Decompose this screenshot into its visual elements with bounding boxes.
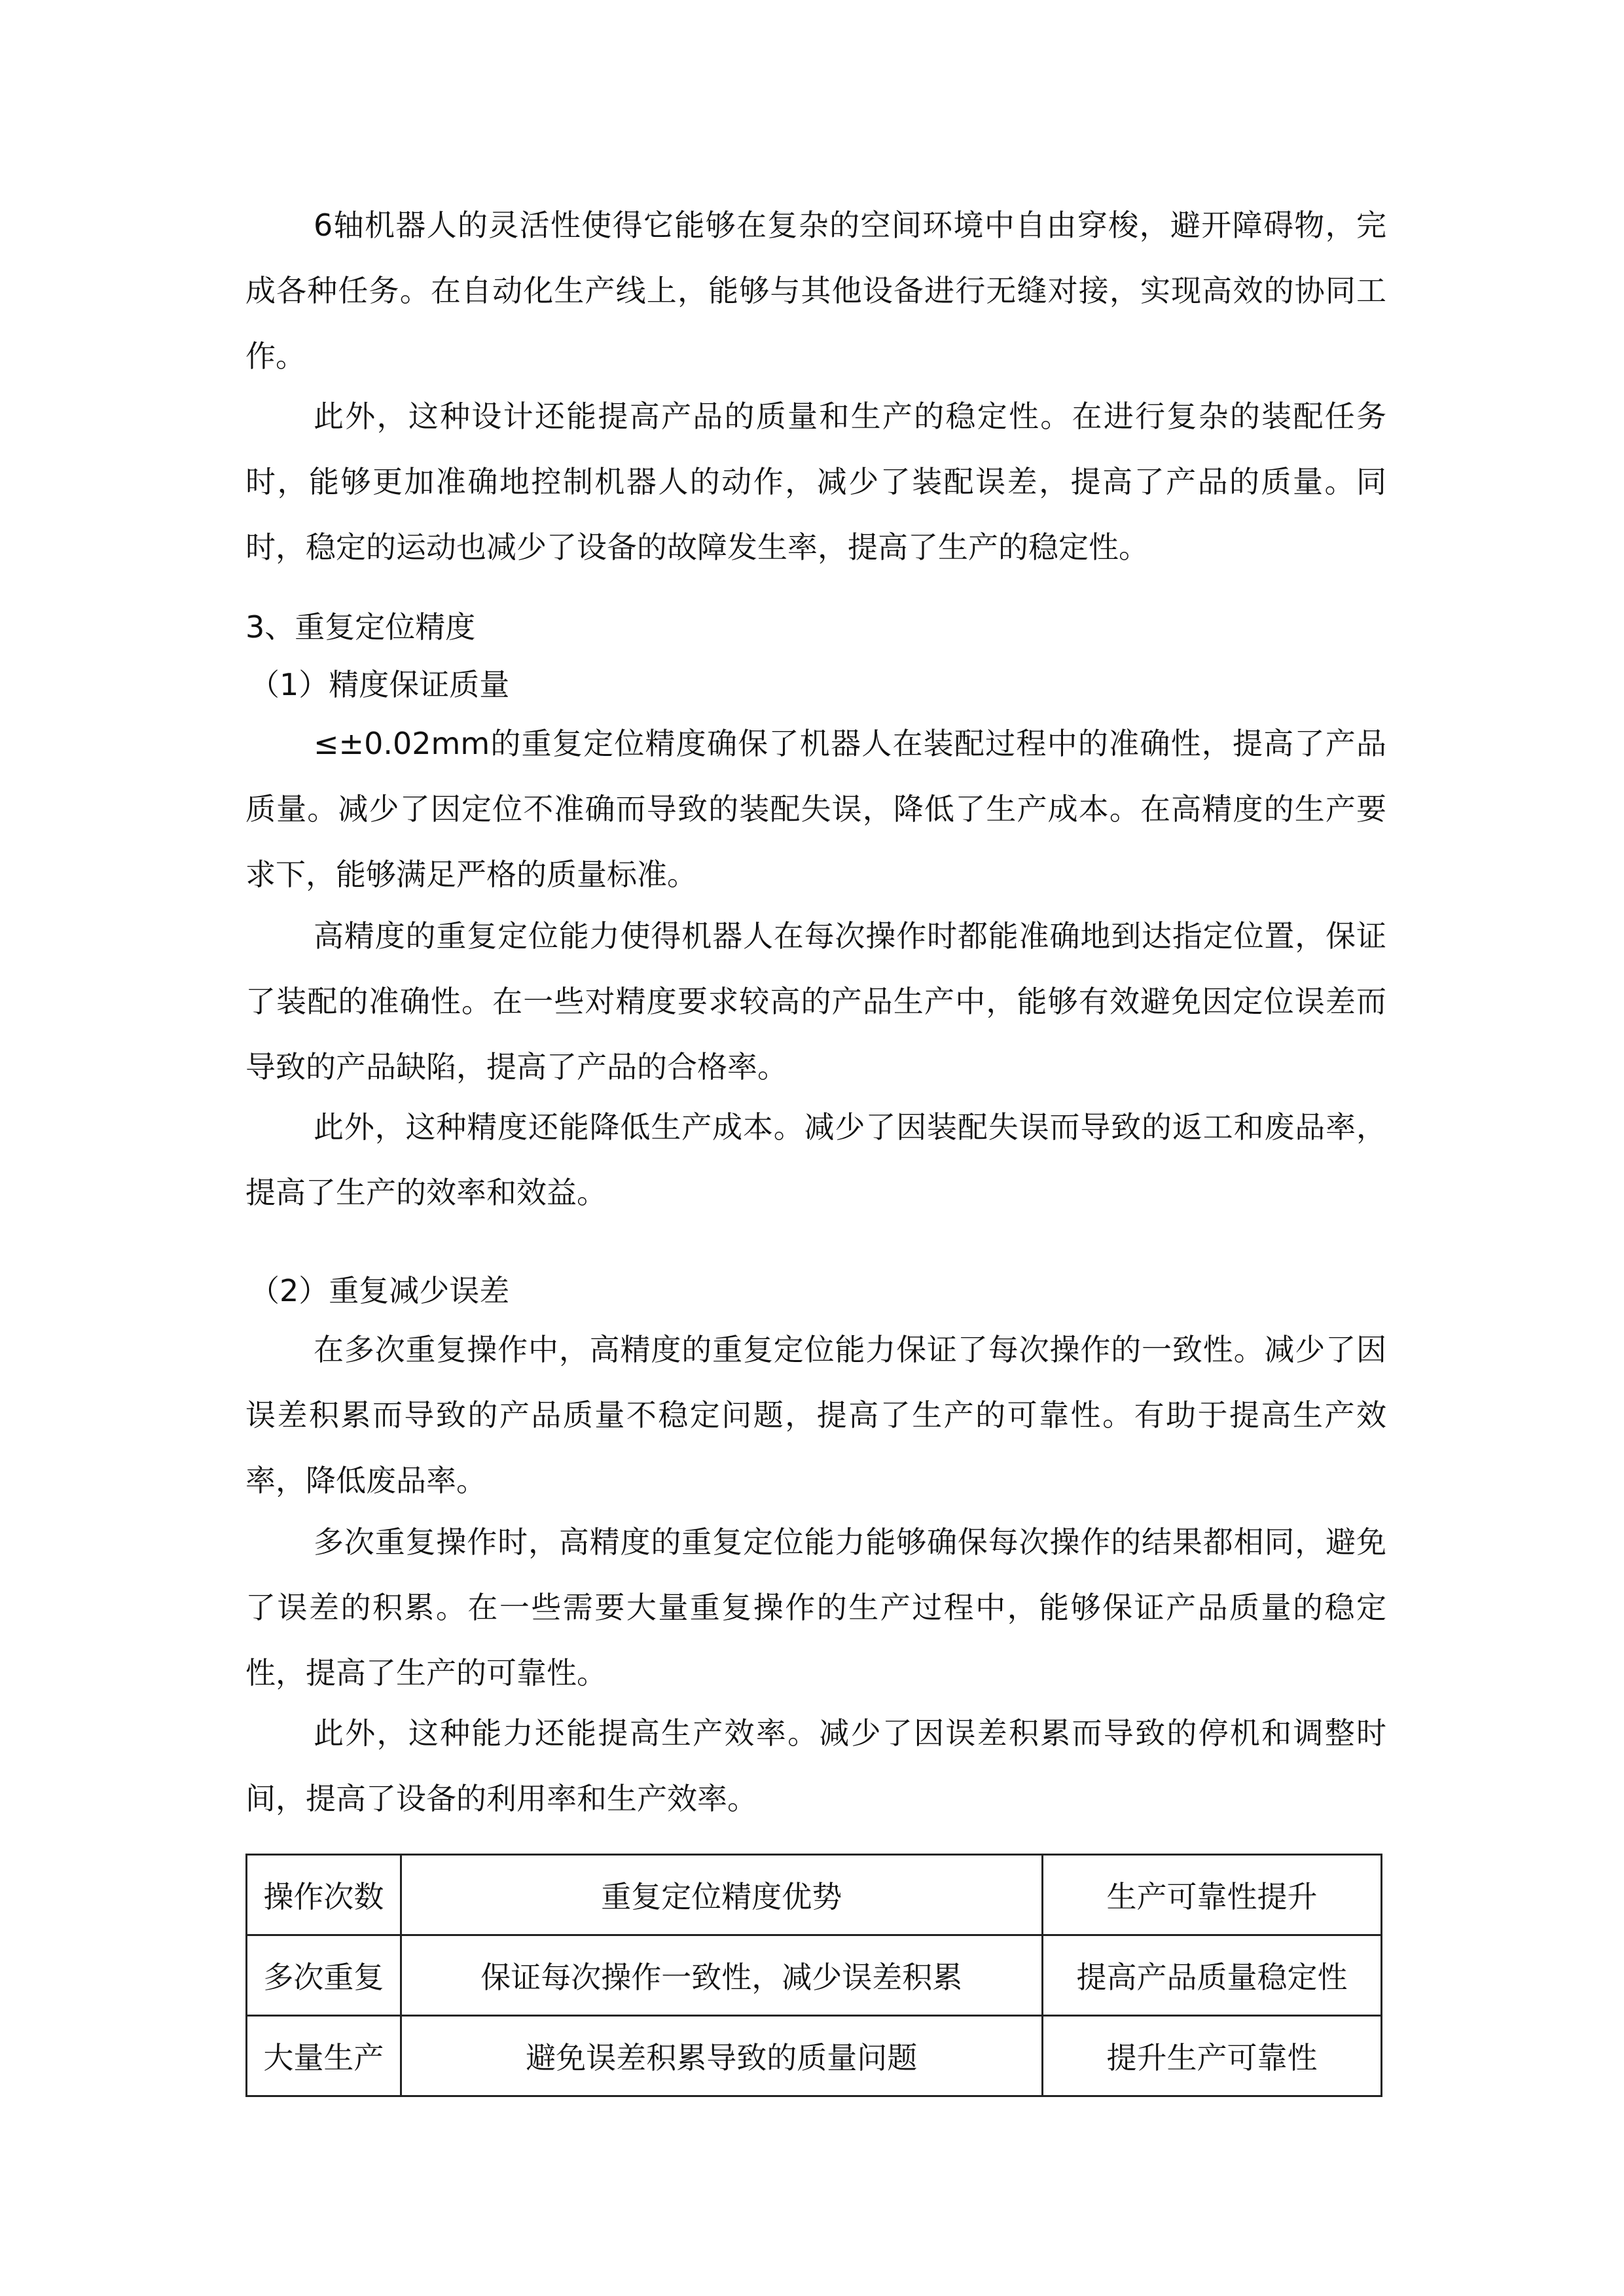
- paragraph-repeat-efficiency: 此外，这种能力还能提高生产效率。减少了因误差积累而导致的停机和调整时间，提高了设备的利用率和生产效率。: [245, 1715, 1386, 1816]
- paragraph-precision-position: 高精度的重复定位能力使得机器人在每次操作时都能准确地到达指定位置，保证了装配的准确性。在一些对精度要求较高的产品生产中，能够有效避免因定位误差而导致的产品缺陷，提高了产品的合格率。: [245, 918, 1386, 1085]
- table-header-cell: 操作次数: [247, 1855, 401, 1935]
- paragraph-robot-flexibility: 6轴机器人的灵活性使得它能够在复杂的空间环境中自由穿梭，避开障碍物，完成各种任务。在自动化生产线上，能够与其他设备进行无缝对接，实现高效的协同工作。: [245, 207, 1386, 374]
- table-header-cell: 生产可靠性提升: [1042, 1855, 1381, 1935]
- paragraph-repeat-consistency: 在多次重复操作中，高精度的重复定位能力保证了每次操作的一致性。减少了因误差积累而导致的产品质量不稳定问题，提高了生产的可靠性。有助于提高生产效率，降低废品率。: [245, 1332, 1386, 1498]
- paragraph-repeat-results: 多次重复操作时，高精度的重复定位能力能够确保每次操作的结果都相同，避免了误差的积累。在一些需要大量重复操作的生产过程中，能够保证产品质量的稳定性，提高了生产的可靠性。: [245, 1524, 1386, 1691]
- table-header-row: [247, 1855, 1382, 1935]
- table-cell: 大量生产: [247, 2016, 401, 2096]
- table-row: [247, 1935, 1382, 2016]
- table-header-cell: 重复定位精度优势: [401, 1855, 1042, 1935]
- table-row: [247, 2016, 1382, 2096]
- subheading-precision-quality: （1）精度保证质量: [249, 667, 510, 702]
- comparison-table: [245, 1854, 1382, 2097]
- table-cell: 提高产品质量稳定性: [1042, 1935, 1381, 2016]
- table-cell: 避免误差积累导致的质量问题: [401, 2016, 1042, 2096]
- subheading-repeat-error: （2）重复减少误差: [249, 1273, 510, 1308]
- paragraph-precision-cost: 此外，这种精度还能降低生产成本。减少了因装配失误而导致的返工和废品率，提高了生产的效率和效益。: [245, 1109, 1386, 1210]
- paragraph-precision-accuracy: ≤±0.02mm的重复定位精度确保了机器人在装配过程中的准确性，提高了产品质量。减少了因定位不准确而导致的装配失误，降低了生产成本。在高精度的生产要求下，能够满足严格的质量标准。: [245, 726, 1386, 892]
- paragraph-quality-stability: 此外，这种设计还能提高产品的质量和生产的稳定性。在进行复杂的装配任务时，能够更加准确地控制机器人的动作，减少了装配误差，提高了产品的质量。同时，稳定的运动也减少了设备的故障发生率，提高了生产的稳定性。: [245, 399, 1386, 565]
- table-cell: 保证每次操作一致性，减少误差积累: [401, 1935, 1042, 2016]
- table-cell: 提升生产可靠性: [1042, 2016, 1381, 2096]
- section-heading-repeat-positioning: 3、重复定位精度: [245, 609, 476, 645]
- table-cell: 多次重复: [247, 1935, 401, 2016]
